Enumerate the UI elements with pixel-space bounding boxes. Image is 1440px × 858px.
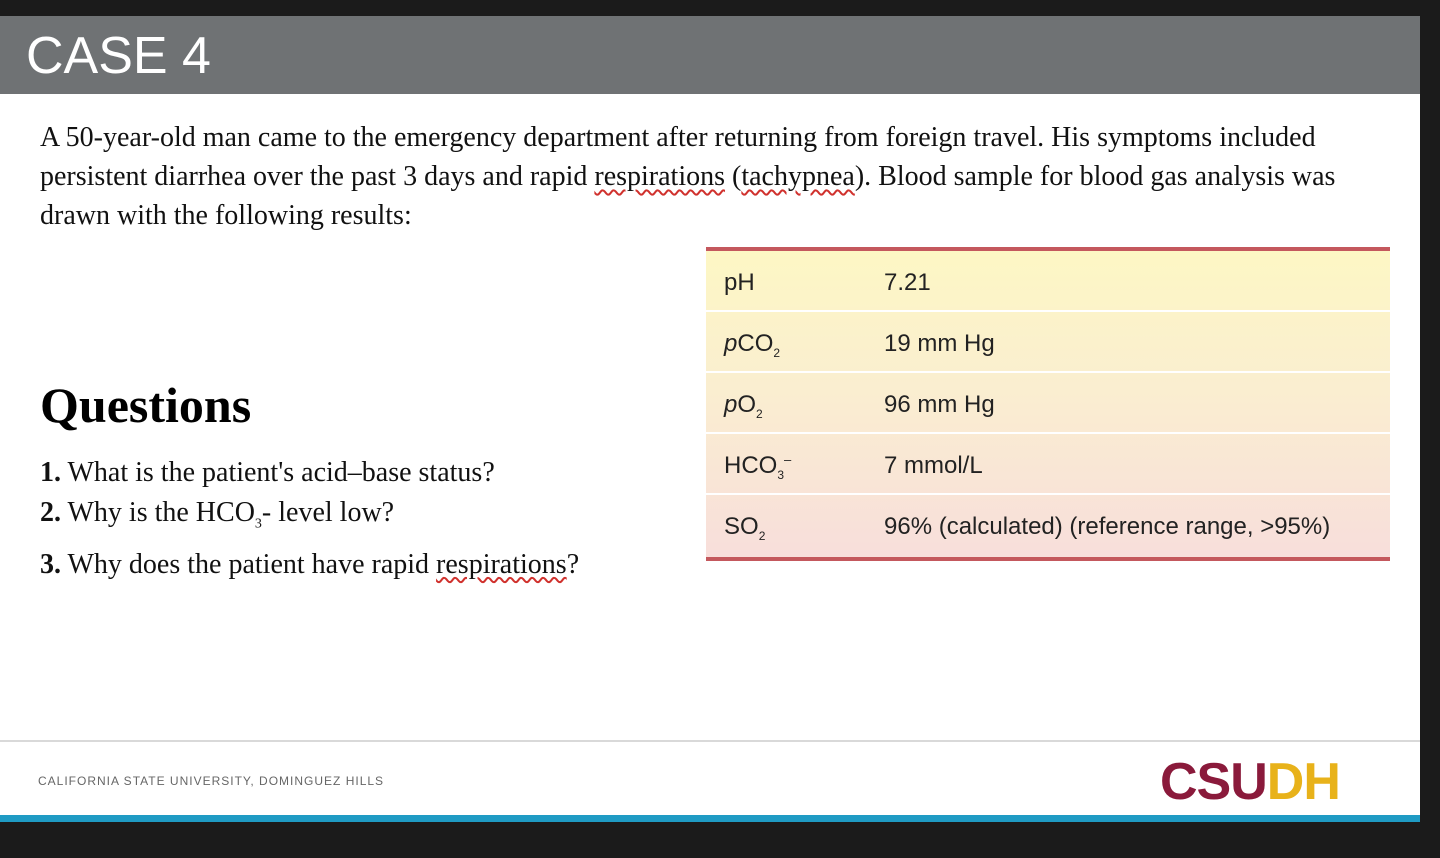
question-text	[61, 549, 579, 580]
subscript: 3	[777, 467, 785, 482]
lab-row-so2	[706, 495, 1390, 556]
lab-parameter	[724, 452, 791, 482]
intro-text: A 50-year-old man came to the emergency department after returning from foreign travel. His symptoms included persistent diarrhea over the past 3 days and rapid	[40, 122, 1316, 192]
param-base: O	[737, 391, 757, 418]
questions-heading: Questions	[40, 377, 252, 433]
logo-part: DH	[1266, 753, 1340, 811]
param-prefix: p	[724, 391, 738, 418]
questions-list	[40, 453, 700, 585]
case-description	[40, 118, 1360, 235]
question-item	[40, 493, 700, 545]
lab-parameter	[724, 330, 780, 360]
question-number: 1.	[40, 457, 61, 488]
lab-row-hco3	[706, 434, 1390, 495]
question-text-part: Why is the HCO	[61, 497, 255, 528]
lab-value: 7.21	[884, 269, 931, 296]
slide-title: CASE 4	[26, 27, 211, 85]
title-bar	[0, 16, 1420, 94]
param-prefix: p	[724, 330, 738, 357]
spellcheck-word-respirations[interactable]: respirations	[594, 161, 726, 192]
question-text	[61, 497, 395, 532]
lab-value: 19 mm Hg	[884, 330, 995, 357]
subscript: 3	[254, 516, 262, 532]
lab-parameter	[724, 391, 763, 421]
lab-parameter: pH	[724, 269, 755, 296]
subscript: 2	[756, 406, 763, 421]
lab-row-pco2	[706, 312, 1390, 373]
question-number: 2.	[40, 497, 61, 528]
university-name: CALIFORNIA STATE UNIVERSITY, DOMINGUEZ HILLS	[38, 774, 385, 788]
question-text: What is the patient's acid–base status?	[61, 457, 495, 488]
subscript: 2	[758, 528, 766, 543]
subscript: 2	[773, 345, 781, 360]
spellcheck-word-tachypnea[interactable]: tachypnea	[741, 161, 855, 192]
lab-row-ph	[706, 251, 1390, 312]
question-text-part: - level low?	[261, 497, 395, 528]
logo-part: CSU	[1160, 753, 1267, 811]
lab-row-po2	[706, 373, 1390, 434]
question-item	[40, 453, 700, 493]
csudh-logo	[1160, 752, 1340, 812]
question-text-part: Why does the patient have rapid	[61, 548, 437, 580]
question-number: 3.	[40, 548, 61, 580]
presentation-slide	[0, 16, 1420, 816]
lab-value: 7 mmol/L	[884, 452, 983, 479]
intro-text: ). Blood sample for blood gas analysis was drawn with the following results:	[40, 161, 1336, 231]
param-base: HCO	[724, 452, 778, 479]
footer-divider	[0, 740, 1420, 742]
param-base: SO	[724, 513, 759, 540]
intro-text: (	[725, 161, 742, 192]
param-base: CO	[737, 330, 774, 357]
window-bottom-accent-bar	[0, 815, 1420, 822]
blood-gas-results-table	[706, 247, 1390, 561]
question-item	[40, 545, 700, 585]
question-text-part: ?	[566, 548, 580, 580]
superscript: –	[784, 452, 792, 467]
lab-value: 96 mm Hg	[884, 391, 995, 418]
lab-value: 96% (calculated) (reference range, >95%)	[884, 513, 1331, 540]
lab-parameter	[724, 513, 765, 543]
spellcheck-word-respirations[interactable]: respirations	[436, 548, 567, 580]
